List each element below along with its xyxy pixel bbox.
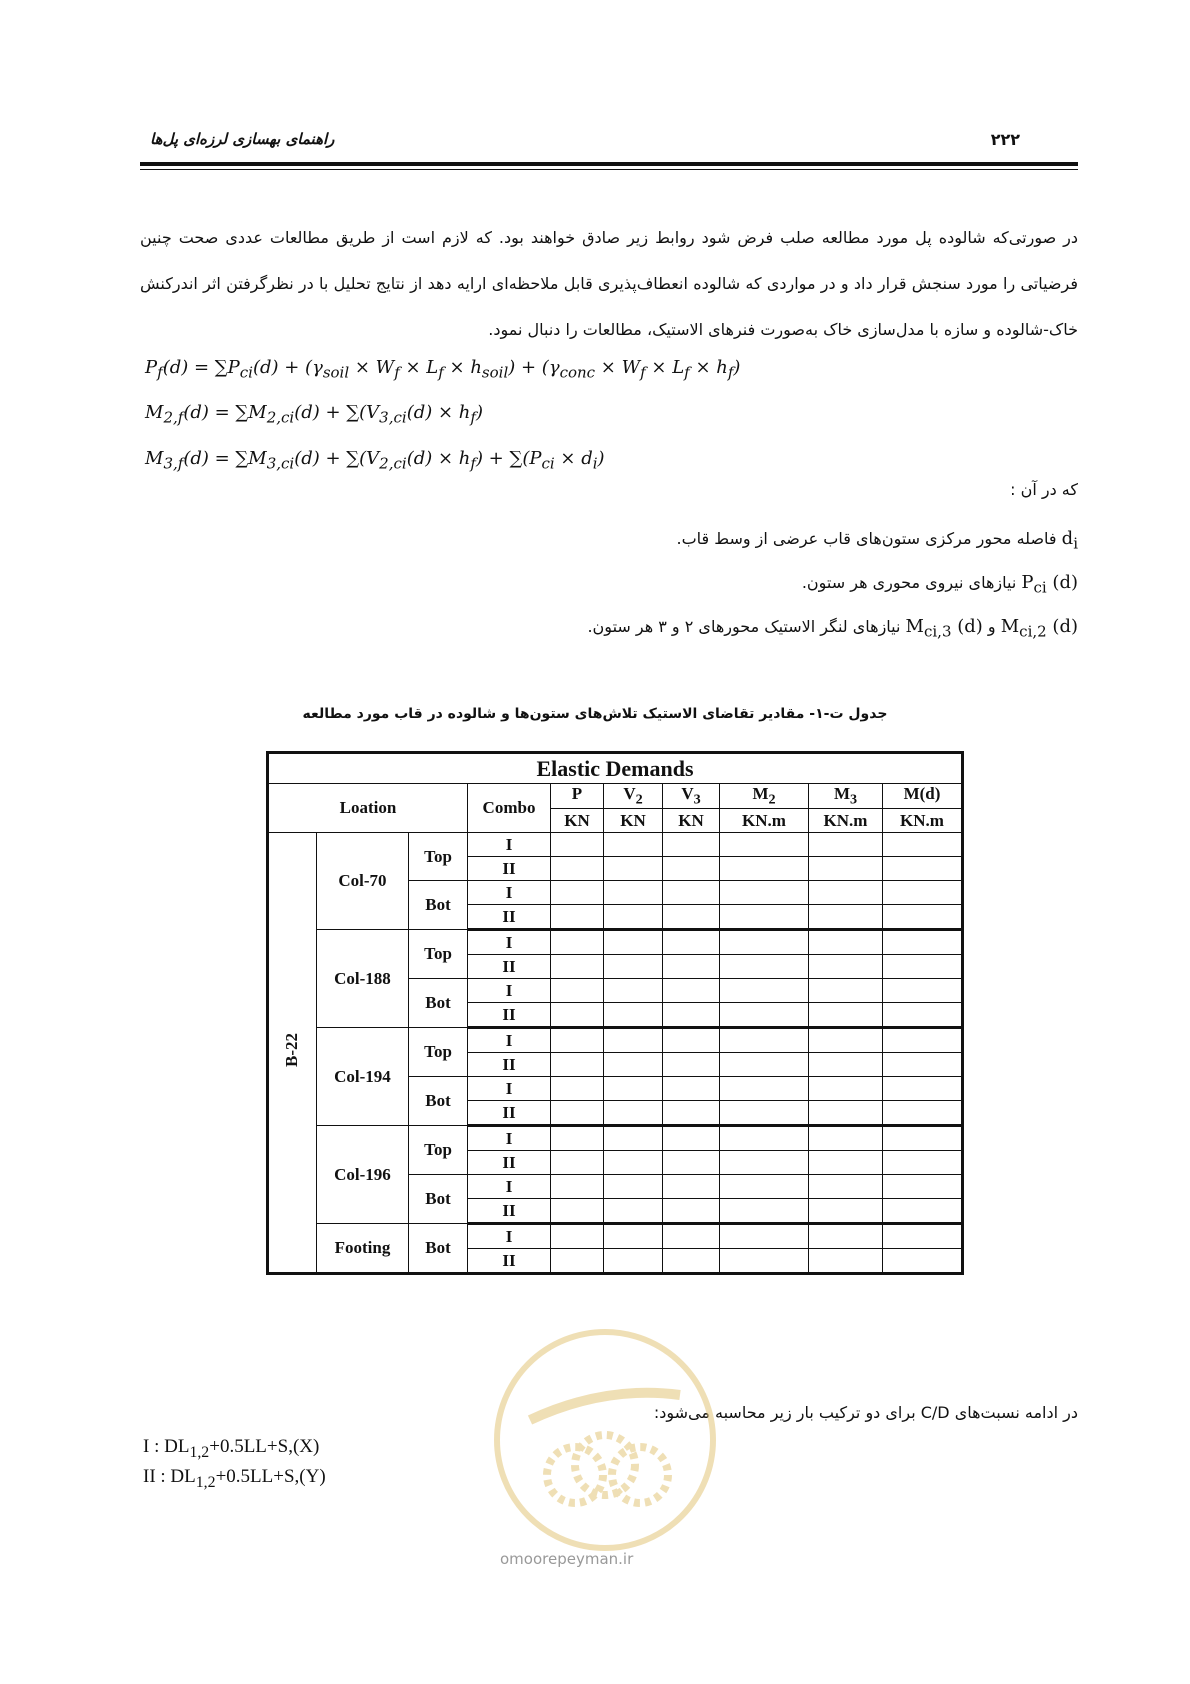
demand-value-cell [883,1077,963,1101]
demand-value-cell [809,905,883,930]
watermark-logo [490,1325,720,1555]
definition-symbol: $d_i$ [1061,528,1078,553]
member-label: Col-194 [316,1028,408,1126]
demand-value-cell [663,1077,720,1101]
quantity-header-md: M(d) [883,784,963,809]
demand-value-cell [663,930,720,955]
demand-value-cell [883,1199,963,1224]
unit-header: KN [551,809,604,833]
demand-value-cell [809,1126,883,1151]
demand-value-cell [604,979,663,1003]
end-label: Top [409,833,468,881]
demand-value-cell [663,833,720,857]
demand-value-cell [551,1028,604,1053]
combo-label: I [468,1077,551,1101]
demand-value-cell [604,1224,663,1249]
demand-value-cell [551,930,604,955]
equation-moment-3: $M_{3,f}(d) = \sum M_{3,ci}(d) + \sum(V_{2,ci}(d) \times h_f) + \sum(P_{ci} \times d_i)$ [145,448,605,473]
combo-label: II [468,955,551,979]
demand-value-cell [663,1053,720,1077]
demand-value-cell [809,979,883,1003]
demand-value-cell [809,1028,883,1053]
combo-label: II [468,1199,551,1224]
combo-header: Combo [468,784,551,833]
quantity-header-p: P [551,784,604,809]
demand-value-cell [720,857,809,881]
member-label: Col-70 [316,833,408,930]
demand-value-cell [720,1126,809,1151]
demand-value-cell [604,1003,663,1028]
combo-label: II [468,1053,551,1077]
definition-conjunction: و [987,617,996,636]
demand-value-cell [883,930,963,955]
demand-value-cell [551,1151,604,1175]
end-label: Bot [409,1224,468,1274]
page-number: ۲۲۲ [990,130,1020,149]
watermark-url: omoorepeyman.ir [500,1550,634,1568]
demand-value-cell [604,955,663,979]
equation-axial-force: $P_f(d) = \sum P_{ci}(d) + (\gamma_{soil} \times W_f \times L_f \times h_{soil}) + (\gamma_{conc} \times W_f \times L_f \times h_f)$ [145,357,741,382]
continue-text: در ادامه نسبت‌های C/D برای دو ترکیب بار زیر محاسبه می‌شود: [653,1403,1078,1422]
demand-value-cell [809,1249,883,1274]
demand-value-cell [663,1126,720,1151]
definition-symbol: $M_{ci,2}$ (d) [1000,616,1078,641]
demand-value-cell [720,881,809,905]
demand-value-cell [720,1003,809,1028]
table-row [268,1126,963,1151]
demand-value-cell [663,1249,720,1274]
demand-value-cell [720,905,809,930]
demand-value-cell [809,1003,883,1028]
end-label: Bot [409,979,468,1028]
demand-value-cell [604,1077,663,1101]
definition-pci [802,572,1078,597]
unit-header: KN [604,809,663,833]
demand-value-cell [809,955,883,979]
elastic-demands-table-container [266,751,964,1275]
table-title: Elastic Demands [268,753,963,784]
load-combo-ii: II : $DL_{1,2}+0.5LL+S,(Y)$ [143,1466,326,1491]
demand-value-cell [720,833,809,857]
combo-label: I [468,979,551,1003]
demand-value-cell [663,1199,720,1224]
demand-value-cell [809,881,883,905]
demand-value-cell [720,979,809,1003]
definition-di [677,528,1079,553]
intro-paragraph: در صورتی‌که شالوده پل مورد مطالعه صلب فرض شود روابط زیر صادق خواهند بود. که لازم است از طریق مطالعات عددی صحت چنین فرضیاتی را مورد سنجش قرار داد و در مواردی که شالوده انعطاف‌پذیری قابل ملاحظه‌ای ارایه دهد از نتایج تحلیل با در نظرگرفتن اثر اندرکنش خاک-شالوده و سازه با مدل‌سازی خاک به‌صورت فنرهای الاستیک، مطالعات را دنبال نمود. [140,228,1078,339]
end-label: Top [409,1028,468,1077]
demand-value-cell [604,1028,663,1053]
unit-header: KN.m [720,809,809,833]
demand-value-cell [663,955,720,979]
demand-value-cell [720,1199,809,1224]
demand-value-cell [720,955,809,979]
group-label-cell [268,833,317,1274]
demand-value-cell [604,1126,663,1151]
demand-value-cell [883,881,963,905]
demand-value-cell [809,1053,883,1077]
demand-value-cell [604,857,663,881]
unit-header: KN [663,809,720,833]
demand-value-cell [604,1053,663,1077]
demand-value-cell [551,1003,604,1028]
elastic-demands-table [266,751,964,1275]
demand-value-cell [720,1077,809,1101]
demand-value-cell [663,857,720,881]
combo-label: II [468,1101,551,1126]
combo-label: I [468,833,551,857]
demand-value-cell [551,955,604,979]
demand-value-cell [720,1053,809,1077]
table-row [268,833,963,857]
demand-value-cell [883,955,963,979]
demand-value-cell [809,930,883,955]
table-row [268,930,963,955]
quantity-header-v3: $V_3$ [663,784,720,809]
combo-label: I [468,930,551,955]
where-label: که در آن : [1010,480,1078,499]
end-label: Bot [409,1175,468,1224]
definition-text: نیازهای لنگر الاستیک محورهای ۲ و ۳ هر ستون. [587,617,901,636]
load-combo-i: I : $DL_{1,2}+0.5LL+S,(X)$ [143,1436,320,1461]
demand-value-cell [551,1199,604,1224]
demand-value-cell [551,1224,604,1249]
demand-value-cell [604,905,663,930]
demand-value-cell [604,930,663,955]
demand-value-cell [883,833,963,857]
demand-value-cell [883,1126,963,1151]
demand-value-cell [663,1003,720,1028]
demand-value-cell [883,1249,963,1274]
combo-label: II [468,905,551,930]
table-row [268,1028,963,1053]
combo-label: II [468,1003,551,1028]
demand-value-cell [809,1224,883,1249]
combo-label: I [468,1028,551,1053]
group-label: B-22 [282,1033,302,1068]
demand-value-cell [551,1101,604,1126]
combo-label: II [468,1249,551,1274]
demand-value-cell [663,881,720,905]
demand-value-cell [663,905,720,930]
demand-value-cell [883,857,963,881]
demand-value-cell [663,1101,720,1126]
demand-value-cell [883,1151,963,1175]
demand-value-cell [720,1028,809,1053]
unit-header: KN.m [883,809,963,833]
demand-value-cell [720,1224,809,1249]
demand-value-cell [551,1053,604,1077]
demand-value-cell [551,1175,604,1199]
end-label: Top [409,1126,468,1175]
end-label: Bot [409,881,468,930]
demand-value-cell [551,881,604,905]
header-rule-thick [140,162,1078,166]
demand-value-cell [551,979,604,1003]
combo-label: I [468,1126,551,1151]
demand-value-cell [663,1224,720,1249]
demand-value-cell [604,1249,663,1274]
demand-value-cell [663,1151,720,1175]
demand-value-cell [663,1028,720,1053]
demand-value-cell [883,1003,963,1028]
member-label: Footing [316,1224,408,1274]
combo-label: I [468,1175,551,1199]
demand-value-cell [809,857,883,881]
member-label: Col-188 [316,930,408,1028]
demand-value-cell [604,833,663,857]
demand-value-cell [883,979,963,1003]
demand-value-cell [809,1151,883,1175]
demand-value-cell [809,1077,883,1101]
combo-label: I [468,1224,551,1249]
combo-label: II [468,1151,551,1175]
definition-symbol: $P_{ci}$ (d) [1021,572,1078,597]
demand-value-cell [551,1249,604,1274]
demand-value-cell [809,1101,883,1126]
demand-value-cell [720,1249,809,1274]
demand-value-cell [663,979,720,1003]
location-header: Loation [268,784,468,833]
demand-value-cell [720,1175,809,1199]
demand-value-cell [883,1101,963,1126]
table-row [268,1224,963,1249]
end-label: Top [409,930,468,979]
equation-moment-2: $M_{2,f}(d) = \sum M_{2,ci}(d) + \sum(V_{3,ci}(d) \times h_f)$ [145,402,483,427]
demand-value-cell [604,1151,663,1175]
combo-label: II [468,857,551,881]
demand-value-cell [883,1224,963,1249]
demand-value-cell [663,1175,720,1199]
quantity-header-v2: $V_2$ [604,784,663,809]
demand-value-cell [883,905,963,930]
demand-value-cell [551,1126,604,1151]
definition-text: نیازهای نیروی محوری هر ستون. [801,573,1017,592]
quantity-header-m2: $M_2$ [720,784,809,809]
demand-value-cell [809,1175,883,1199]
demand-value-cell [604,1175,663,1199]
demand-value-cell [883,1028,963,1053]
member-label: Col-196 [316,1126,408,1224]
definition-mci [587,616,1078,641]
definition-text: فاصله محور مرکزی ستون‌های قاب عرضی از وسط قاب. [676,529,1057,548]
combo-label: I [468,881,551,905]
demand-value-cell [604,1199,663,1224]
demand-value-cell [551,857,604,881]
demand-value-cell [551,905,604,930]
demand-value-cell [883,1175,963,1199]
unit-header: KN.m [809,809,883,833]
table-caption: جدول ت-۱- مقادیر تقاضای الاستیک تلاش‌های ستون‌ها و شالوده در قاب مورد مطالعه [302,706,888,722]
demand-value-cell [551,833,604,857]
demand-value-cell [883,1053,963,1077]
demand-value-cell [604,1101,663,1126]
demand-value-cell [720,1151,809,1175]
quantity-header-m3: $M_3$ [809,784,883,809]
demand-value-cell [720,930,809,955]
demand-value-cell [809,1199,883,1224]
demand-value-cell [551,1077,604,1101]
definition-symbol-2: $M_{ci,3}$ (d) [905,616,983,641]
header-rule-thin [140,169,1078,170]
demand-value-cell [604,881,663,905]
running-header-title: راهنمای بهسازی لرزه‌ای پل‌ها [150,130,335,148]
demand-value-cell [720,1101,809,1126]
demand-value-cell [809,833,883,857]
end-label: Bot [409,1077,468,1126]
